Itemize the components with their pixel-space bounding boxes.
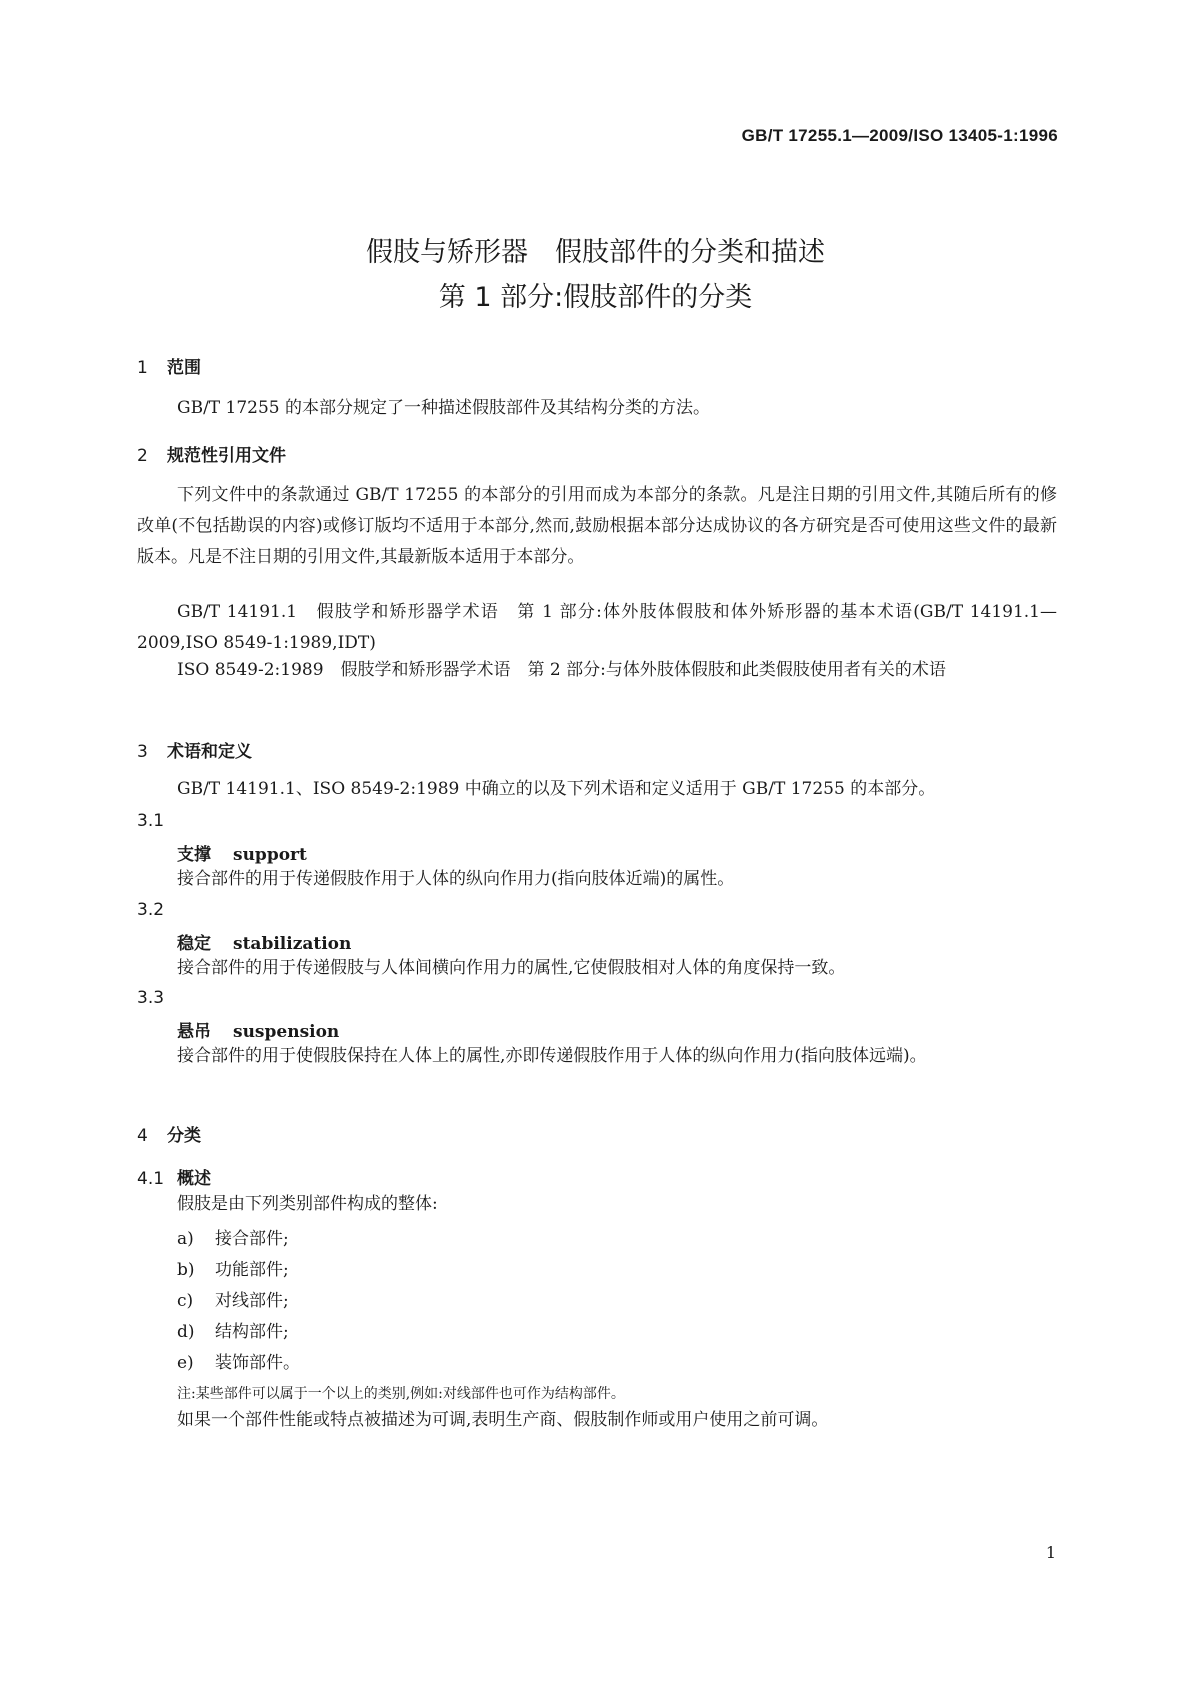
term-definition: 接合部件的用于使假肢保持在人体上的属性,亦即传递假肢作用于人体的纵向作用力(指向肢体远端)。 — [177, 1046, 927, 1066]
list-text: 接合部件; — [215, 1229, 289, 1249]
list-item — [177, 1317, 289, 1342]
subsection-intro: 假肢是由下列类别部件构成的整体: — [177, 1194, 438, 1214]
section-1-text: GB/T 17255 的本部分规定了一种描述假肢部件及其结构分类的方法。 — [177, 398, 711, 418]
page-number: 1 — [1045, 1543, 1056, 1562]
section-number: 4 — [137, 1126, 148, 1146]
document-subtitle: 第 1 部分:假肢部件的分类 — [438, 282, 753, 313]
note: 注:某些部件可以属于一个以上的类别,例如:对线部件也可作为结构部件。 — [177, 1386, 625, 1402]
term-zh: 支撑 — [177, 845, 211, 865]
section-2-heading — [137, 441, 286, 466]
section-1-heading — [137, 353, 201, 378]
term-entry — [177, 840, 307, 865]
section-title: 规范性引用文件 — [167, 446, 286, 466]
subsection-4-1-heading — [137, 1164, 211, 1189]
section-3-heading — [137, 737, 252, 762]
closing-paragraph: 如果一个部件性能或特点被描述为可调,表明生产商、假肢制作师或用户使用之前可调。 — [177, 1410, 829, 1430]
section-title: 分类 — [167, 1126, 201, 1146]
term-en: support — [233, 845, 307, 865]
section-number: 2 — [137, 446, 148, 466]
list-label: e) — [177, 1353, 194, 1373]
subsection-number: 4.1 — [137, 1169, 165, 1189]
term-definition: 接合部件的用于传递假肢与人体间横向作用力的属性,它使假肢相对人体的角度保持一致。 — [177, 958, 846, 978]
subsection-title: 概述 — [177, 1169, 211, 1189]
list-label: a) — [177, 1229, 194, 1249]
section-title: 术语和定义 — [167, 742, 252, 762]
term-entry — [177, 929, 351, 954]
list-item — [177, 1255, 289, 1280]
list-label: c) — [177, 1291, 194, 1311]
term-definition: 接合部件的用于传递假肢作用于人体的纵向作用力(指向肢体近端)的属性。 — [177, 869, 735, 889]
list-text: 对线部件; — [215, 1291, 289, 1311]
section-4-heading — [137, 1121, 201, 1146]
term-entry — [177, 1017, 339, 1042]
document-title: 假肢与矫形器 假肢部件的分类和描述 — [366, 237, 825, 268]
list-text: 结构部件; — [215, 1322, 289, 1342]
section-title: 范围 — [167, 358, 201, 378]
list-item — [177, 1286, 289, 1311]
list-text: 功能部件; — [215, 1260, 289, 1280]
term-en: stabilization — [233, 934, 352, 954]
standard-code: GB/T 17255.1—2009/ISO 13405-1:1996 — [741, 126, 1058, 145]
term-number: 3.2 — [137, 900, 165, 920]
list-item — [177, 1224, 289, 1249]
list-item — [177, 1348, 300, 1373]
term-number: 3.3 — [137, 988, 165, 1008]
section-3-intro: GB/T 14191.1、ISO 8549-2:1989 中确立的以及下列术语和定义适用于 GB/T 17255 的本部分。 — [177, 779, 936, 799]
term-number: 3.1 — [137, 811, 165, 831]
section-number: 3 — [137, 742, 148, 762]
list-label: d) — [177, 1322, 195, 1342]
section-2-intro: 下列文件中的条款通过 GB/T 17255 的本部分的引用而成为本部分的条款。凡是注日期的引用文件,其随后所有的修改单(不包括勘误的内容)或修订版均不适用于本部分,然而,鼓励根据本部分达成协议的各方研究是否可使用这些文件的最新版本。凡是不注日期的引用文件,其最新版本适用于本部分。 — [137, 485, 1057, 567]
reference-1: GB/T 14191.1 假肢学和矫形器学术语 第 1 部分:体外肢体假肢和体外矫形器的基本术语(GB/T 14191.1—2009,ISO 8549-1:1989,IDT) — [137, 602, 1057, 653]
list-label: b) — [177, 1260, 195, 1280]
term-en: suspension — [233, 1022, 340, 1042]
list-text: 装饰部件。 — [215, 1353, 300, 1373]
reference-2: ISO 8549-2:1989 假肢学和矫形器学术语 第 2 部分:与体外肢体假肢和此类假肢使用者有关的术语 — [177, 660, 946, 680]
term-zh: 稳定 — [177, 934, 211, 954]
section-number: 1 — [137, 358, 148, 378]
term-zh: 悬吊 — [177, 1022, 211, 1042]
